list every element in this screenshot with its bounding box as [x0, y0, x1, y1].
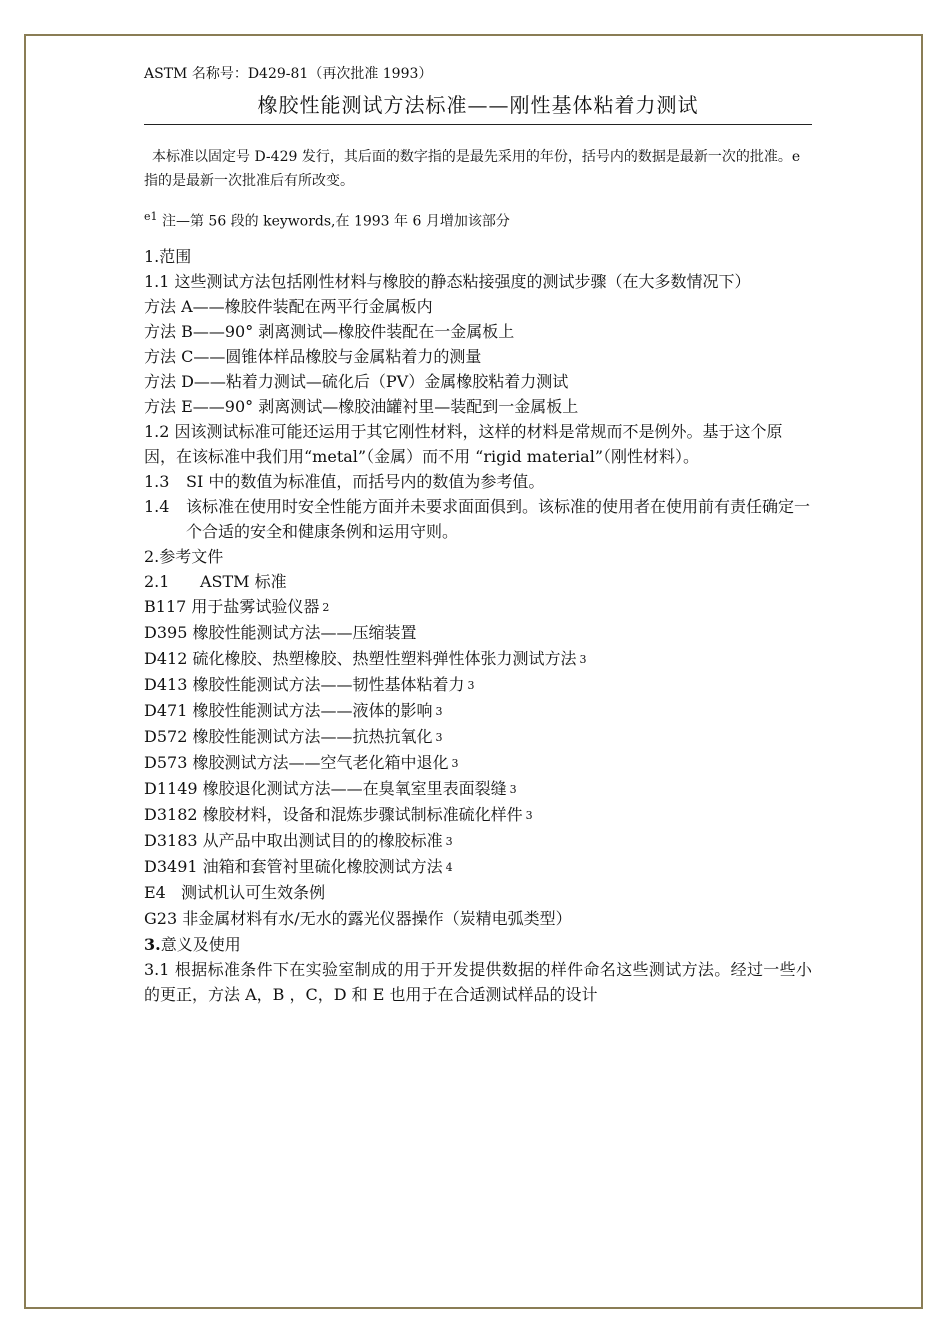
method-e: 方法 E——90° 剥离测试—橡胶油罐衬里—装配到一金属板上	[144, 396, 579, 416]
section-3-heading-number: 3.	[144, 934, 161, 954]
reference-footnote: 3	[435, 730, 443, 744]
reference-item	[144, 750, 812, 776]
section-3-heading-text: 意义及使用	[160, 934, 241, 954]
paragraph-1-3	[144, 469, 812, 494]
method-b: 方法 B——90° 剥离测试—橡胶件装配在一金属板上	[144, 321, 515, 341]
reference-item	[144, 646, 812, 672]
reference-text: E4 测试机认可生效条例	[144, 882, 326, 902]
paragraph-1-4	[144, 494, 812, 544]
reference-item	[144, 854, 812, 880]
reference-text: D573 橡胶测试方法——空气老化箱中退化	[144, 752, 449, 772]
paragraph-1-3-number: 1.3	[144, 471, 170, 491]
reference-text: D413 橡胶性能测试方法——韧性基体粘着力	[144, 674, 465, 694]
paragraph-1-4-text: 该标准在使用时安全性能方面并未要求面面俱到。该标准的使用者在使用前有责任确定一个合适的安全和健康条例和运用守则。	[186, 496, 811, 541]
paragraph-1-2: 1.2 因该测试标准可能还运用于其它刚性材料，这样的材料是常规而不是例外。基于这个原因，在该标准中我们用“metal”（金属）而不用 “rigid material”（刚性材料）。	[144, 421, 783, 466]
section-3	[144, 932, 812, 1007]
revision-note-text: 注—第 56 段的 keywords,在 1993 年 6 月增加该部分	[161, 213, 510, 230]
reference-item	[144, 620, 812, 646]
reference-text: G23 非金属材料有水/无水的露光仪器操作（炭精电弧类型）	[144, 908, 572, 928]
paragraph-1-3-text: SI 中的数值为标准值，而括号内的数值为参考值。	[186, 471, 545, 491]
reference-text: D412 硫化橡胶、热塑橡胶、热塑性塑料弹性体张力测试方法	[144, 648, 577, 668]
revision-note	[144, 205, 812, 234]
reference-footnote: 2	[322, 600, 330, 614]
reference-footnote: 3	[525, 808, 533, 822]
method-d: 方法 D——粘着力测试—硫化后（PV）金属橡胶粘着力测试	[144, 371, 569, 391]
reference-text: D3491 油箱和套管衬里硫化橡胶测试方法	[144, 856, 443, 876]
reference-text: D471 橡胶性能测试方法——液体的影响	[144, 700, 433, 720]
section-2-1-heading: 2.1 ASTM 标准	[144, 571, 287, 591]
reference-footnote: 3	[451, 756, 459, 770]
reference-item	[144, 594, 812, 620]
reference-footnote: 3	[579, 652, 587, 666]
reference-item	[144, 698, 812, 724]
paragraph-1-4-number: 1.4	[144, 496, 170, 516]
section-1	[144, 244, 812, 544]
reference-footnote: 3	[435, 704, 443, 718]
intro-paragraph: 本标准以固定号 D-429 发行，其后面的数字指的是最先采用的年份，括号内的数据是最新一次的批准。e 指的是最新一次批准后有所改变。	[144, 149, 801, 189]
section-3-heading	[144, 932, 812, 957]
reference-footnote: 3	[445, 834, 453, 848]
paragraph-3-1: 3.1 根据标准条件下在实验室制成的用于开发提供数据的样件命名这些测试方法。经过一些小的更正，方法 A，B ，C，D 和 E 也用于在合适测试样品的设计	[144, 959, 812, 1004]
paragraph-1-1: 1.1 这些测试方法包括刚性材料与橡胶的静态粘接强度的测试步骤（在大多数情况下）	[144, 271, 751, 291]
reference-text: D572 橡胶性能测试方法——抗热抗氧化	[144, 726, 433, 746]
reference-item	[144, 724, 812, 750]
reference-footnote: 3	[509, 782, 517, 796]
reference-text: D1149 橡胶退化测试方法——在臭氧室里表面裂缝	[144, 778, 507, 798]
section-1-heading: 1.范围	[144, 246, 192, 266]
reference-item	[144, 880, 812, 906]
reference-item	[144, 828, 812, 854]
reference-item	[144, 776, 812, 802]
section-2	[144, 544, 812, 932]
reference-footnote: 3	[467, 678, 475, 692]
document-body	[144, 64, 812, 1007]
reference-list	[144, 594, 812, 932]
reference-item	[144, 802, 812, 828]
method-a: 方法 A——橡胶件装配在两平行金属板内	[144, 296, 433, 316]
reference-item	[144, 672, 812, 698]
reference-footnote: 4	[445, 860, 453, 874]
reference-text: D3182 橡胶材料，设备和混炼步骤试制标准硫化样件	[144, 804, 523, 824]
document-title: 橡胶性能测试方法标准——刚性基体粘着力测试	[144, 90, 812, 125]
reference-text: D395 橡胶性能测试方法——压缩装置	[144, 622, 417, 642]
astm-designation: ASTM 名称号：D429-81（再次批准 1993）	[144, 66, 433, 82]
reference-text: B117 用于盐雾试验仪器	[144, 596, 320, 616]
reference-text: D3183 从产品中取出测试目的的橡胶标准	[144, 830, 443, 850]
reference-item	[144, 906, 812, 932]
method-c: 方法 C——圆锥体样品橡胶与金属粘着力的测量	[144, 346, 482, 366]
revision-note-marker: e1	[144, 210, 158, 223]
section-2-heading: 2.参考文件	[144, 546, 224, 566]
